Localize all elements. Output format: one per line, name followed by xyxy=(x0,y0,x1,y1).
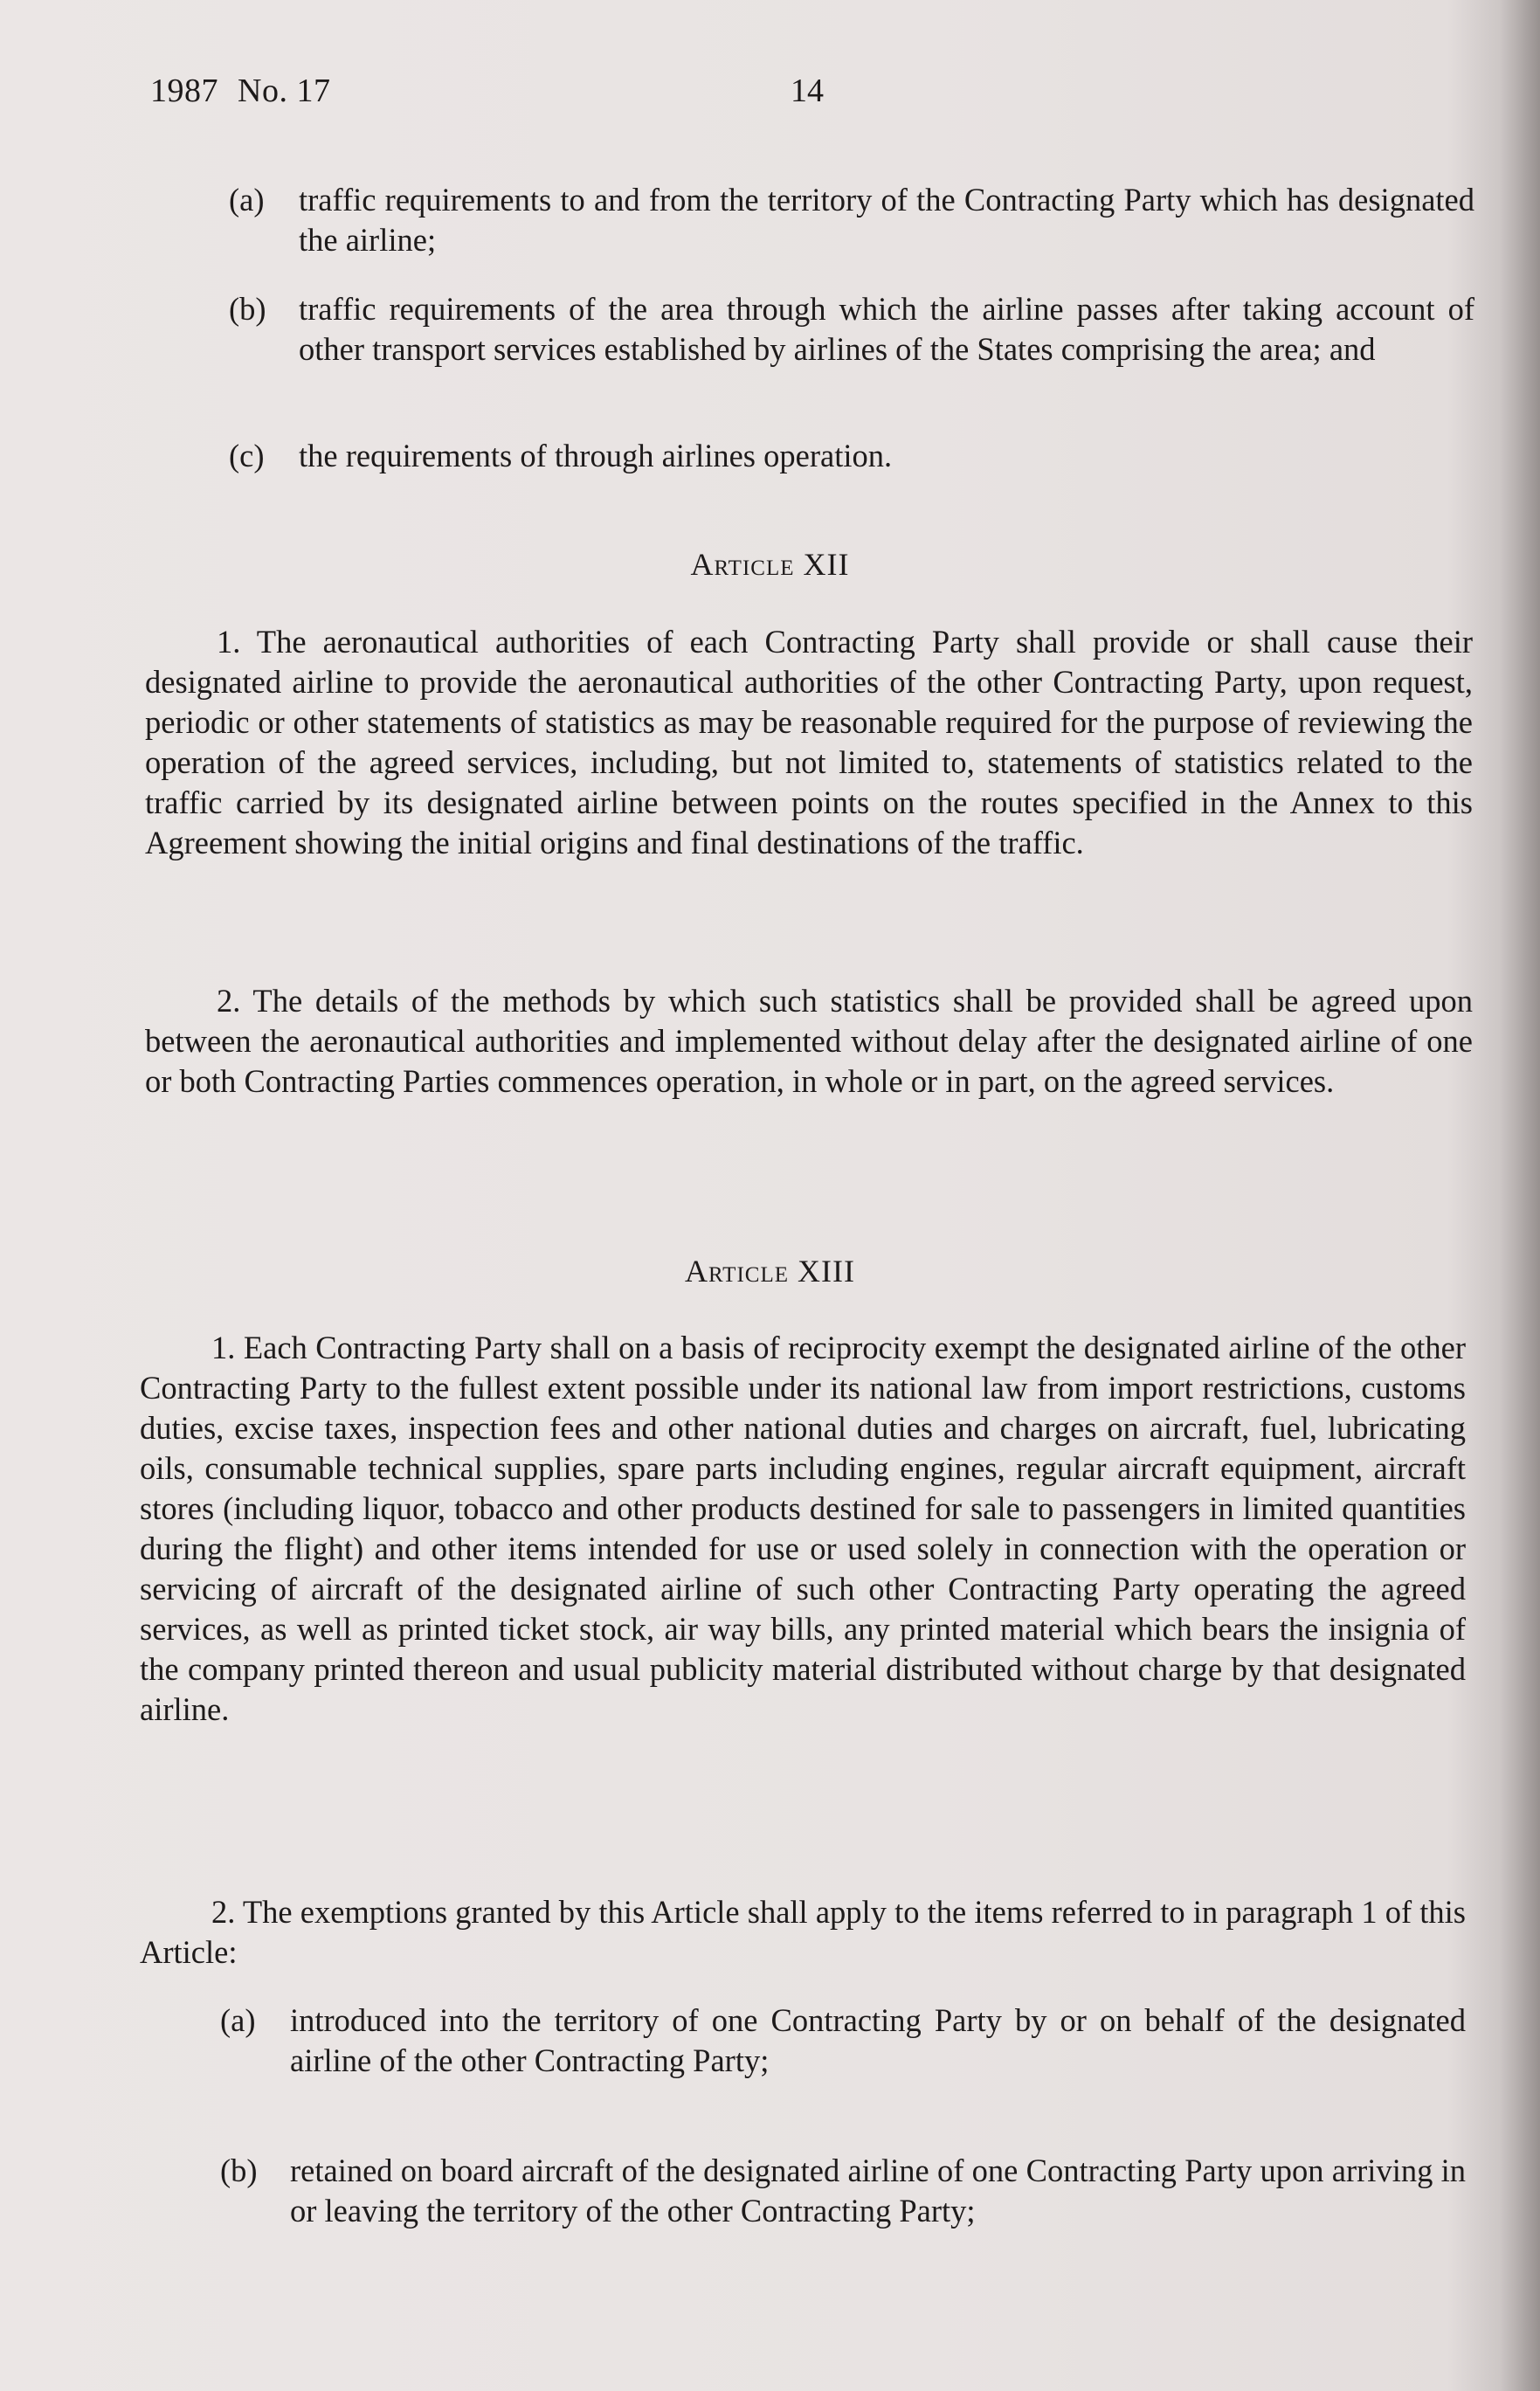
article-xii-paragraph-2: 2. The details of the methods by which such statistics shall be provided shall be agreed upon between the aeronautical authorities and implemented without delay after the designated airline of one or both Contracting Parties commences operation, in whole or in part, on the agreed services. xyxy=(145,983,1473,1099)
list-item-label: (a) xyxy=(220,2002,256,2038)
article-xiii-paragraph-2: 2. The exemptions granted by this Article shall apply to the items referred to in paragraph 1 of this Article: xyxy=(140,1894,1466,1970)
list-item-text: traffic requirements to and from the territory of the Contracting Party which has designated the airline; xyxy=(299,182,1474,258)
list-item-label: (c) xyxy=(229,438,265,473)
list-item-text: retained on board aircraft of the designated airline of one Contracting Party upon arriving in or leaving the territory of the other Contracting Party; xyxy=(290,2153,1466,2229)
list-item-text: the requirements of through airlines operation. xyxy=(299,438,893,473)
page-edge-shadow xyxy=(1500,0,1540,2391)
page-header-reference xyxy=(150,72,330,110)
article-xii-heading: Article XII xyxy=(690,547,850,582)
article-xiii-item-a xyxy=(220,2001,1466,2081)
page-number: 14 xyxy=(791,73,824,109)
list-item-b xyxy=(229,289,1474,370)
list-item-label: (b) xyxy=(229,291,266,327)
article-xiii-paragraph-1: 1. Each Contracting Party shall on a basis of reciprocity exempt the designated airline of the other Contracting Party to the fullest extent possible under its national law from import restrictions, customs duties, excise taxes, inspection fees and other national duties and charges on aircraft, fuel, lubricating oils, consumable technical supplies, spare parts including engines, regular aircraft equipment, aircraft stores (including liquor, tobacco and other products destined for sale to passengers in limited quantities during the flight) and other items intended for use or used solely in connection with the operation or servicing of aircraft of the designated airline of such other Contracting Party operating the agreed services, as well as printed ticket stock, air way bills, any printed material which bears the insignia of the company printed thereon and usual publicity material distributed without charge by that designated airline. xyxy=(140,1330,1466,1727)
list-item-text: traffic requirements of the area through which the airline passes after taking account of other transport services established by airlines of the States comprising the area; and xyxy=(299,291,1474,367)
article-xii-paragraph-1: 1. The aeronautical authorities of each Contracting Party shall provide or shall cause their designated airline to provide the aeronautical authorities of the other Contracting Party, upon request, periodic or other statements of statistics as may be reasonable required for the purpose of reviewing the operation of the agreed services, including, but not limited to, statements of statistics related to the traffic carried by its designated airline between points on the routes specified in the Annex to this Agreement showing the initial origins and final destinations of the traffic. xyxy=(145,624,1473,860)
list-item-text: introduced into the territory of one Contracting Party by or on behalf of the designated airline of the other Contracting Party; xyxy=(290,2002,1466,2078)
list-item-a xyxy=(229,180,1474,260)
article-xiii-item-b xyxy=(220,2151,1466,2231)
list-item-label: (b) xyxy=(220,2153,258,2188)
list-item-label: (a) xyxy=(229,182,265,218)
article-xiii-heading: Article XIII xyxy=(685,1254,855,1289)
list-item-c xyxy=(229,436,1474,476)
header-year: 1987 xyxy=(150,73,218,109)
header-number: No. 17 xyxy=(238,73,331,109)
